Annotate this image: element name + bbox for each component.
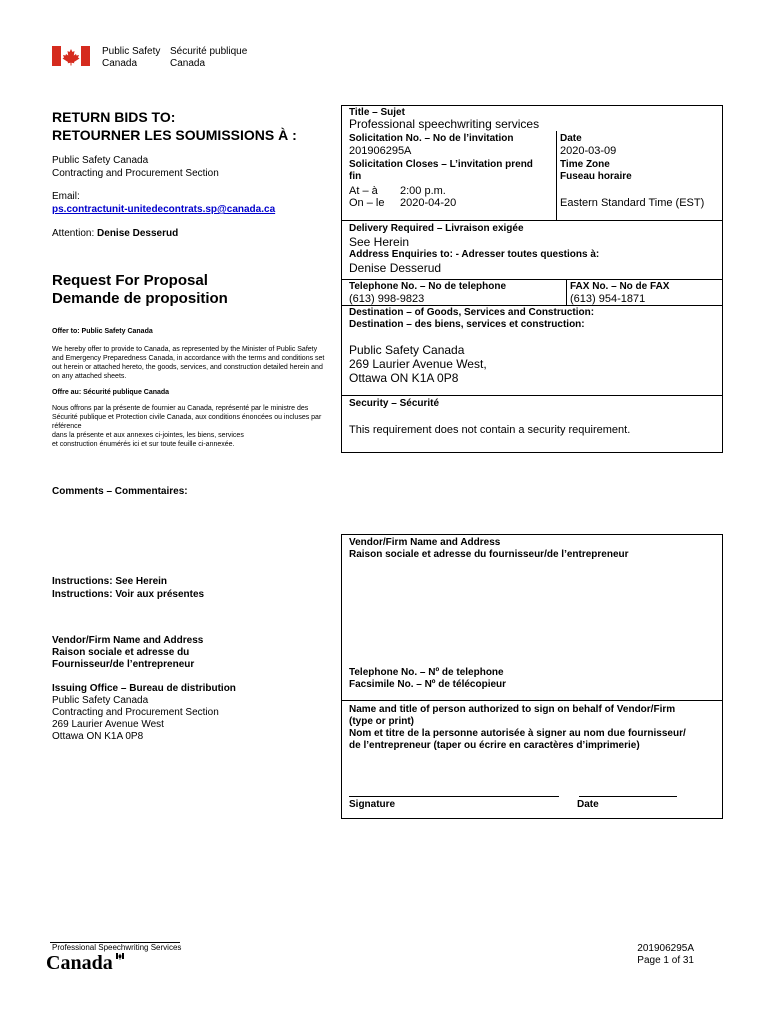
issuing-office: Issuing Office – Bureau de distribution Public Safety Canada Contracting and Procurement Section 269 Laurier Avenue West Ottawa ON K1A 0P8 [52,683,236,742]
offer-section: Offer to: Public Safety Canada We hereby offer to provide to Canada, as represented by the Minister of Public Safety and Emergency Preparedness Canada, in accordance with the terms and conditions set out herein or attached hereto, the goods, services, and construction detailed herein and on any attached sheets. Offre au: Sécurité publique Canada Nous offrons par la présente de fournier au Canada, représenté par le ministre des Sécurité publique et Protection civile Canada, aux conditions énoncées ou incluses par référence dans la présente et aux annexes ci-jointes, les biens, services et construction énumérés ici et sur toute feuille ci-annexée. [52,328,325,448]
security-cell: Security – Sécurité This requirement does not contain a security requirement. [349,398,631,436]
canada-wordmark: Canada [46,953,113,973]
telephone-cell: Telephone No. – No de telephone (613) 998-9823 [349,281,507,305]
return-bids-section: RETURN BIDS TO: RETOURNER LES SOUMISSIONS À : Public Safety Canada Contracting and Procurement Section Email: ps.contractunit-unitedecontrats.sp@canada.ca Attention: Denise Desserud [52,108,332,239]
signature-date-label: Date [577,799,599,810]
title-cell: Title – Sujet Professional speechwriting services [349,107,540,131]
signature-line[interactable] [349,796,559,797]
date-line[interactable] [579,796,677,797]
signature-label: Signature [349,799,396,810]
dept-name-fr: Sécurité publique Canada [170,46,248,69]
destination-cell: Destination – of Goods, Services and Construction: Destination – des biens, services et construction: Public Safety Canada 269 Laurier Avenue West, Ottawa ON K1A 0P8 [349,307,595,385]
fax-cell: FAX No. – No de FAX (613) 954-1871 [570,281,670,305]
return-bids-title-fr: RETOURNER LES SOUMISSIONS À : [52,127,297,143]
footer-title: Professional Speechwriting Services [52,943,182,952]
date-cell: Date 2020-03-09 [560,133,617,157]
vendor-name-label: Vendor/Firm Name and Address Raison sociale et adresse du fournisseur/de l’entrepreneur [349,537,629,560]
email-link[interactable]: ps.contractunit-unitedecontrats.sp@canada.ca [52,204,276,215]
vendor-left-label: Vendor/Firm Name and Address Raison sociale et adresse du Fournisseur/de l’entrepreneur [52,635,204,670]
closes-cell: Solicitation Closes – L’invitation prend fin At – à 2:00 p.m. On – le 2020-04-20 [349,159,533,209]
vendor-phone-label: Telephone No. – Nº de telephone Facsimile No. – Nº de télécopieur [349,667,507,690]
delivery-cell: Delivery Required – Livraison exigée See Herein Address Enquiries to: - Adresser toutes questions à: Denise Desserud [349,223,600,275]
authorized-person-label: Name and title of person authorized to sign on behalf of Vendor/Firm (type or print) Nom et titre de la personne autorisée à signer au nom due fournisseur/ de l’entrepreneur (taper ou écrire en caractères d’imprimerie) [349,704,686,751]
rfp-title: Request For Proposal Demande de proposition [52,272,228,307]
flag-mark-icon [116,953,124,961]
comments-label: Comments – Commentaires: [52,486,188,497]
timezone-cell: Time Zone Fuseau horaire Eastern Standard Time (EST) [560,159,705,209]
attention-line: Attention: Denise Desserud [52,228,179,239]
dept-name-en: Public Safety Canada [102,46,161,69]
footer-page-info: 201906295A Page 1 of 31 [637,943,694,966]
canada-flag-icon [52,46,90,66]
return-bids-title: RETURN BIDS TO: [52,109,176,125]
solicitation-cell: Solicitation No. – No de l’invitation 201906295A [349,133,514,157]
instructions: Instructions: See Herein Instructions: Voir aux présentes [52,576,205,600]
